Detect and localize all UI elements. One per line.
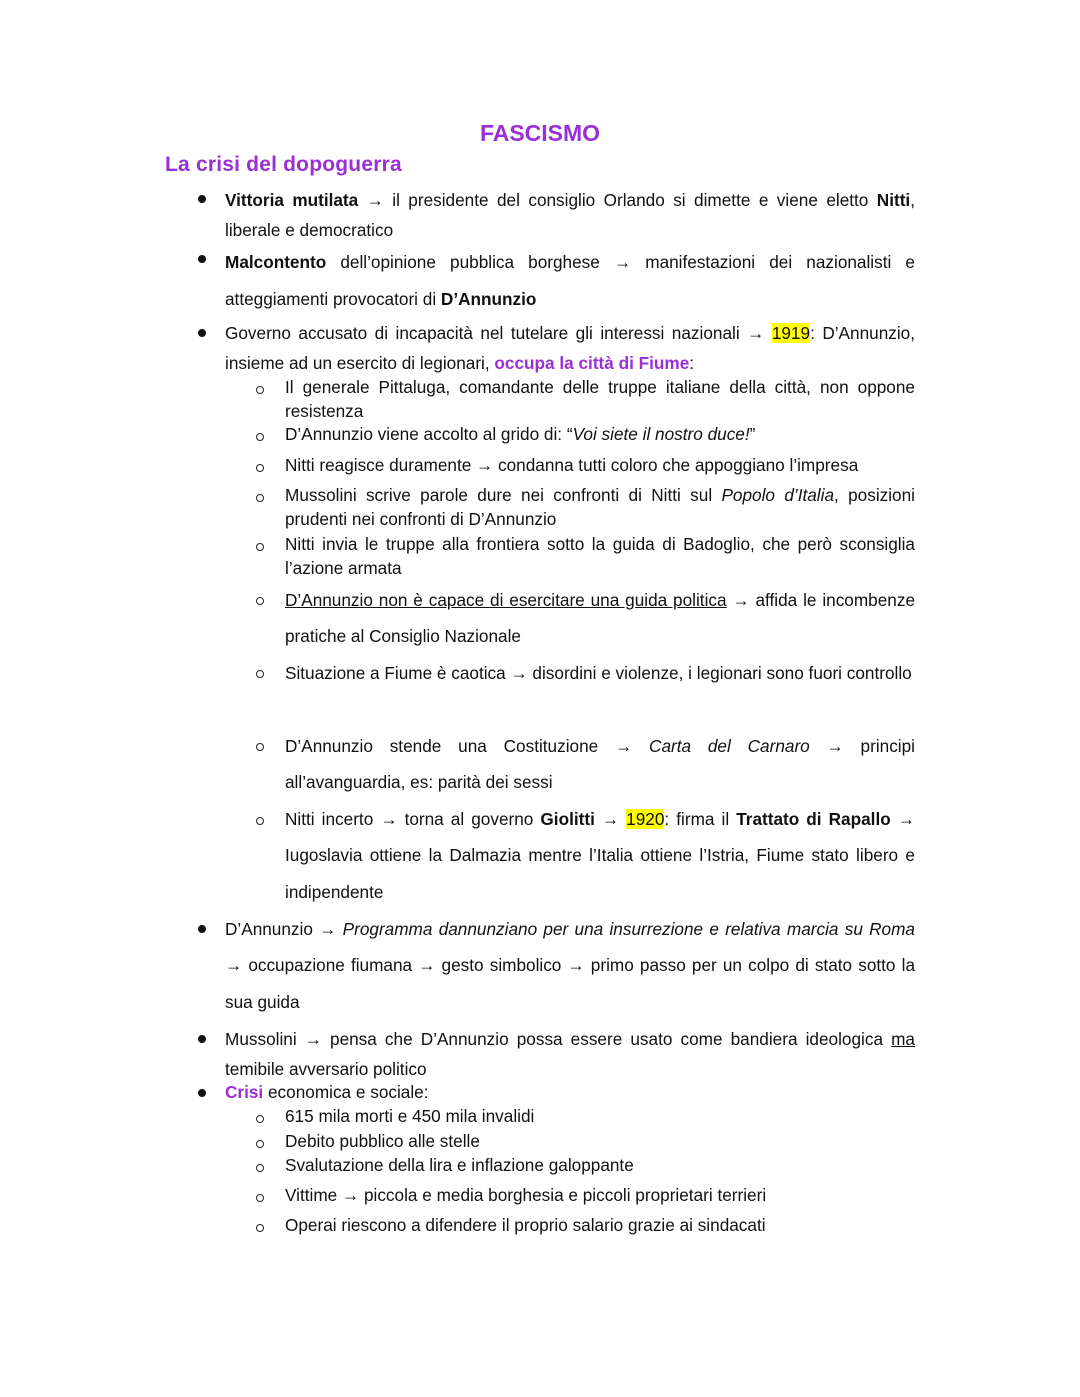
sub-bullet-icon [255,379,265,389]
sub-bullet-icon [255,663,265,673]
sub-bullet-icon [255,1217,265,1227]
bullet-crisi-economica: Crisi economica e sociale: [225,1082,429,1102]
sub-item-situazione-fiume: Situazione a Fiume è caotica → disordini e violenze, i legionari sono fuori controllo [285,663,912,683]
bullet-icon [195,1030,207,1042]
sub-bullet-icon [255,1108,265,1118]
sub-bullet-icon [255,1157,265,1167]
sub-item-carta-carnaro: D’Annunzio stende una Costituzione → Carta del Carnaro → principi all’avanguardia, es: parità dei sessi [285,736,916,793]
sub-item-pittaluga: Il generale Pittaluga, comandante delle truppe italiane della città, non oppone resistenza [285,377,915,421]
sub-item-vittime: Vittime → piccola e media borghesia e piccoli proprietari terrieri [285,1185,767,1205]
year-highlight: 1920 [626,809,665,829]
bullet-icon [195,324,207,336]
bullet-mussolini-pensa: Mussolini → pensa che D’Annunzio possa essere usato come bandiera ideologica ma temibile avversario politico [225,1029,915,1079]
sub-item-nitti-reagisce: Nitti reagisce duramente → condanna tutti coloro che appoggiano l’impresa [285,455,859,475]
bullet-programma-dannunziano: D’Annunzio → Programma dannunziano per una insurrezione e relativa marcia su Roma → occupazione fiumana → gesto simbolico → primo passo per un colpo di stato sotto la sua guida [225,919,915,1012]
bullet-icon [195,250,207,262]
sub-item-mussolini-scrive: Mussolini scrive parole dure nei confronti di Nitti sul Popolo d’Italia, posizioni prudenti nei confronti di D’Annunzio [285,485,915,529]
sub-bullet-icon [255,590,265,600]
sub-item-debito-pubblico: Debito pubblico alle stelle [285,1131,480,1151]
year-highlight: 1919 [771,323,811,343]
sub-bullet-icon [255,457,265,467]
sub-bullet-icon [255,1133,265,1143]
sub-bullet-icon [255,736,265,746]
sub-item-svalutazione: Svalutazione della lira e inflazione galoppante [285,1155,634,1175]
section-heading: La crisi del dopoguerra [165,153,402,176]
sub-item-operai: Operai riescono a difendere il proprio salario grazie ai sindacati [285,1215,766,1235]
sub-bullet-icon [255,1187,265,1197]
page-title: FASCISMO [479,120,601,146]
sub-bullet-icon [255,536,265,546]
sub-item-guida-politica: D’Annunzio non è capace di esercitare una guida politica → affida le incombenze pratiche al Consiglio Nazionale [285,590,915,647]
bullet-icon [195,1084,207,1096]
sub-bullet-icon [255,810,265,820]
sub-item-morti-invalidi: 615 mila morti e 450 mila invalidi [285,1106,535,1126]
bullet-icon [195,190,207,202]
sub-bullet-icon [255,487,265,497]
bullet-governo-accusato: Governo accusato di incapacità nel tutelare gli interessi nazionali → 1919: D’Annunzio, insieme ad un esercito di legionari, occupa la città di Fiume: [225,323,915,373]
sub-item-badoglio: Nitti invia le truppe alla frontiera sotto la guida di Badoglio, che però sconsiglia l’azione armata [285,534,915,578]
bullet-malcontento: Malcontento dell’opinione pubblica borghese → manifestazioni dei nazionalisti e atteggiamenti provocatori di D’Annunzio [225,252,915,310]
sub-bullet-icon [255,426,265,436]
sub-item-trattato-rapallo: Nitti incerto → torna al governo Giolitti → 1920: firma il Trattato di Rapallo → Iugoslavia ottiene la Dalmazia mentre l’Italia ottiene l’Istria, Fiume stato libero e indipendente [285,809,915,902]
bullet-vittoria-mutilata: Vittoria mutilata → il presidente del consiglio Orlando si dimette e viene eletto Nitti, liberale e democratico [225,190,915,240]
sub-item-accolto: D’Annunzio viene accolto al grido di: “Voi siete il nostro duce!” [285,424,756,444]
bullet-icon [195,920,207,932]
